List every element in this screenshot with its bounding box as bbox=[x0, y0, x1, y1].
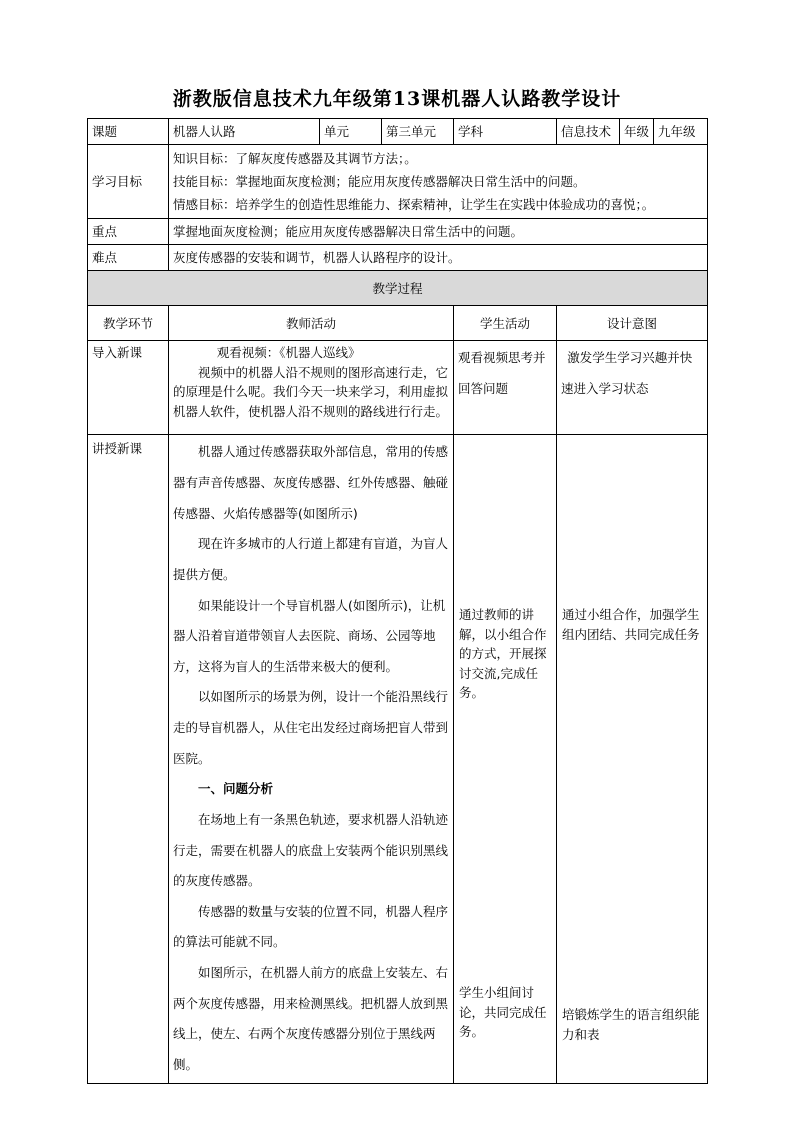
subject-value: 信息技术 bbox=[557, 119, 620, 145]
info-row bbox=[88, 119, 708, 145]
lesson-plan-table bbox=[87, 118, 708, 1084]
objective-emotion: 情感目标：培养学生的创造性思维能力、探索精神，让学生在实践中体验成功的喜悦；。 bbox=[173, 197, 655, 213]
intro-stage: 导入新课 bbox=[88, 341, 169, 435]
intro-teacher-line-2: 视频中的机器人沿不规则的图形高速行走，它的原理是什么呢。我们今天一块来学习，利用虚拟机器人软件，使机器人沿不规则的路线进行行走。 bbox=[173, 364, 449, 419]
intro-teacher-line-1: 观看视频：《机器人巡线》 bbox=[216, 345, 361, 361]
new-lesson-para-1: 机器人通过传感器获取外部信息，常用的传感器有声音传感器、灰度传感器、红外传感器、触碰传感器、火焰传感器等(如图所示) bbox=[173, 444, 449, 521]
document-title: 浙教版信息技术九年级第13课机器人认路教学设计 bbox=[172, 88, 622, 110]
new-lesson-row bbox=[88, 435, 708, 1083]
new-lesson-teacher bbox=[169, 435, 454, 1083]
key-points-label: 重点 bbox=[88, 219, 169, 245]
difficulties-value: 灰度传感器的安装和调节，机器人认路程序的设计。 bbox=[169, 245, 708, 271]
section-title: 一、问题分析 bbox=[198, 781, 274, 797]
intro-student: 观看视频思考并回答问题 bbox=[454, 341, 557, 435]
intent-1: 通过小组合作，加强学生组内团结、共同完成任务 bbox=[562, 607, 700, 642]
objective-knowledge: 知识目标：了解灰度传感器及其调节方法；。 bbox=[173, 151, 417, 166]
topic-label: 课题 bbox=[88, 119, 169, 145]
new-lesson-stage: 讲授新课 bbox=[88, 435, 169, 1083]
analysis-para-2: 传感器的数量与安装的位置不同，机器人程序的算法可能就不同。 bbox=[173, 903, 449, 950]
objectives-label: 学习目标 bbox=[88, 145, 169, 219]
intro-teacher bbox=[169, 341, 454, 435]
intent-2: 培锻炼学生的语言组织能力和表 bbox=[562, 1007, 700, 1042]
analysis-para-3: 如图所示，在机器人前方的底盘上安装左、右两个灰度传感器，用来检测黑线。把机器人放到黑线上，使左、右两个灰度传感器分别位于黑线两侧。 bbox=[173, 965, 449, 1072]
topic-value: 机器人认路 bbox=[169, 119, 320, 145]
new-lesson-student bbox=[454, 435, 557, 1083]
col-stage: 教学环节 bbox=[88, 306, 169, 341]
col-student: 学生活动 bbox=[454, 306, 557, 341]
col-teacher: 教师活动 bbox=[169, 306, 454, 341]
student-activity-2: 学生小组间讨论，共同完成任务。 bbox=[459, 985, 547, 1040]
subject-label: 学科 bbox=[454, 119, 557, 145]
intro-intent: 激发学生学习兴趣并快速进入学习状态 bbox=[557, 341, 708, 435]
intro-row bbox=[88, 341, 708, 435]
new-lesson-para-3: 如果能设计一个导盲机器人(如图所示)，让机器人沿着盲道带领盲人去医院、商场、公园等地方，这将为盲人的生活带来极大的便利。 bbox=[173, 597, 446, 674]
objectives-row bbox=[88, 145, 708, 219]
key-points-value: 掌握地面灰度检测；能应用灰度传感器解决日常生活中的问题。 bbox=[169, 219, 708, 245]
objective-skill: 技能目标：掌握地面灰度检测；能应用灰度传感器解决日常生活中的问题。 bbox=[173, 174, 586, 190]
process-header: 教学过程 bbox=[88, 271, 708, 306]
column-header-row bbox=[88, 306, 708, 341]
difficulties-label: 难点 bbox=[88, 245, 169, 271]
unit-value: 第三单元 bbox=[382, 119, 454, 145]
difficulties-row bbox=[88, 245, 708, 271]
analysis-para-1: 在场地上有一条黑色轨迹，要求机器人沿轨迹行走，需要在机器人的底盘上安装两个能识别黑线的灰度传感器。 bbox=[173, 811, 449, 889]
new-lesson-intent bbox=[557, 435, 708, 1083]
objectives-content bbox=[169, 145, 708, 219]
grade-label: 年级 bbox=[620, 119, 654, 145]
unit-label: 单元 bbox=[320, 119, 382, 145]
new-lesson-para-2: 现在许多城市的人行道上都建有盲道，为盲人提供方便。 bbox=[173, 536, 449, 582]
process-header-row bbox=[88, 271, 708, 306]
student-activity-1: 通过教师的讲解，以小组合作的方式，开展探讨交流,完成任务。 bbox=[459, 607, 547, 700]
key-points-row bbox=[88, 219, 708, 245]
new-lesson-para-4: 以如图所示的场景为例，设计一个能沿黑线行走的导盲机器人，从住宅出发经过商场把盲人带到医院。 bbox=[173, 689, 449, 766]
grade-value: 九年级 bbox=[654, 119, 708, 145]
col-intent: 设计意图 bbox=[557, 306, 708, 341]
